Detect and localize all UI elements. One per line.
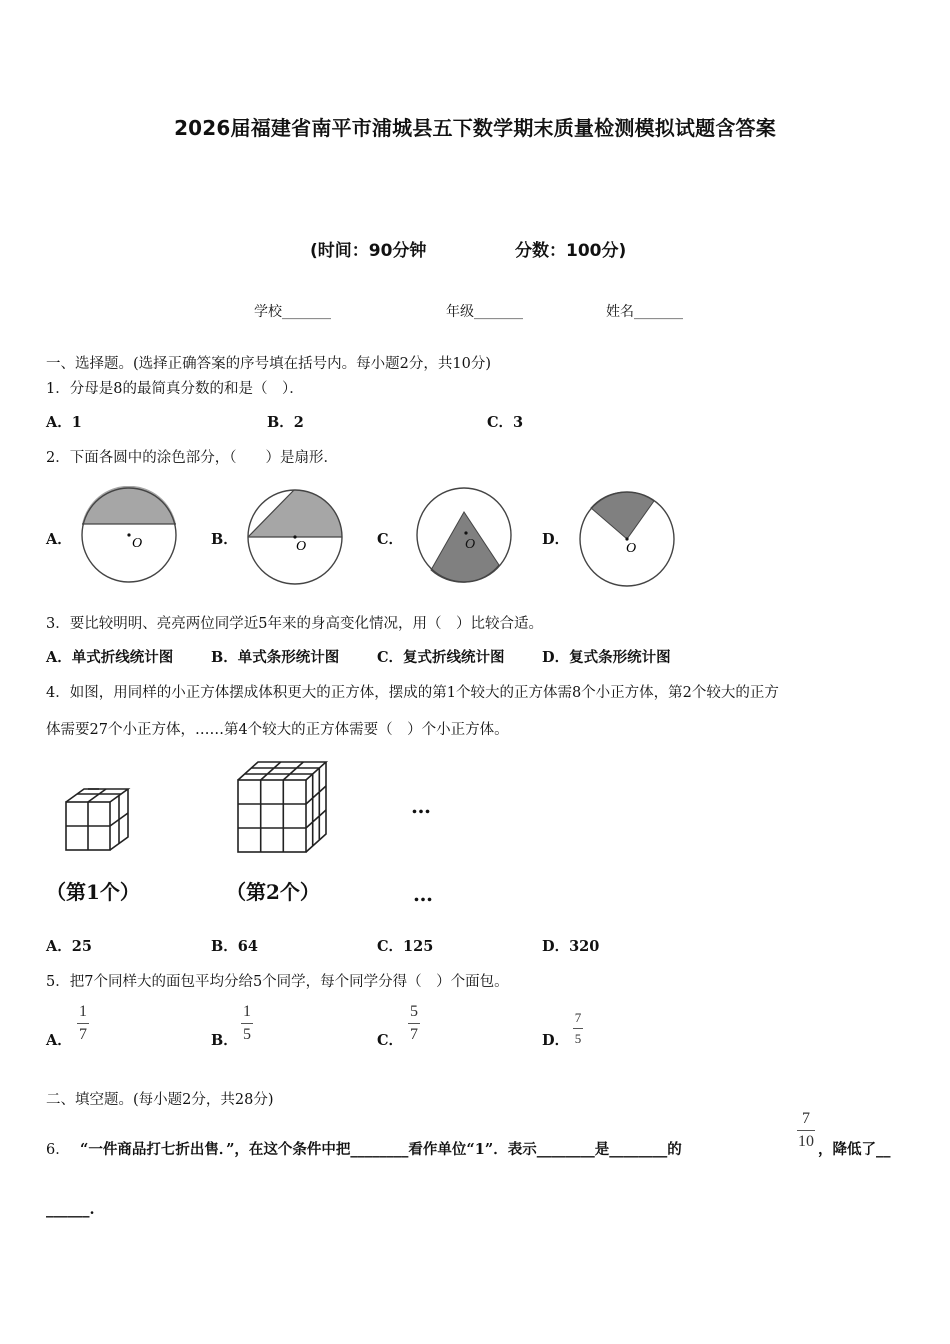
question-3-stem: 3．要比较明明、亮亮两位同学近5年来的身高变化情况，用（ ）比较合适。 <box>46 616 543 632</box>
question-1-stem: 1．分母是8的最简真分数的和是（ ）． <box>46 381 304 397</box>
grade-field: 年级_______ <box>446 304 523 320</box>
question-5-stem: 5．把7个同样大的面包平均分给5个同学，每个同学分得（ ）个面包。 <box>46 974 509 990</box>
cube-caption-1: （第1个） <box>46 880 140 904</box>
q1-option-a: A．1 <box>46 414 82 431</box>
numerator: 7 <box>802 1110 810 1127</box>
cube-figure-1 <box>62 786 132 854</box>
q1-option-c: C．3 <box>487 414 524 431</box>
exam-time: (时间：90分钟 <box>310 241 427 261</box>
q2-option-c-label: C． <box>377 531 404 548</box>
q2-circle-a <box>80 486 178 584</box>
denominator: 7 <box>79 1026 87 1043</box>
q5-fraction-d <box>573 1010 583 1047</box>
q6-fraction <box>797 1110 815 1151</box>
question-2-stem: 2．下面各圆中的涂色部分，（ ）是扇形． <box>46 450 338 466</box>
q5-fraction-b <box>241 1003 253 1044</box>
q5-option-c-label: C． <box>377 1032 404 1049</box>
question-4-stem-line2: 体需要27个小正方体，……第4个较大的正方体需要（ ）个小正方体。 <box>46 722 509 738</box>
q2-option-d-label: D． <box>542 531 570 548</box>
q4-option-d: D．320 <box>542 938 600 955</box>
section-1-heading: 一、选择题。(选择正确答案的序号填在括号内。每小题2分，共10分) <box>46 356 491 372</box>
ellipsis-lower: … <box>413 882 433 906</box>
q2-option-a-label: A． <box>46 531 72 548</box>
shaded-region <box>82 486 176 524</box>
q3-option-b: B．单式条形统计图 <box>211 649 340 666</box>
numerator: 5 <box>410 1003 418 1020</box>
q3-option-d: D．复式条形统计图 <box>542 649 671 666</box>
center-label: O <box>132 536 143 551</box>
cube-caption-2: （第2个） <box>226 880 320 904</box>
denominator: 10 <box>798 1133 814 1150</box>
q6-number: 6． <box>46 1142 70 1158</box>
denominator: 5 <box>574 1031 582 1046</box>
school-field: 学校_______ <box>254 304 331 320</box>
q5-fraction-a <box>77 1003 89 1044</box>
q2-option-b-label: B． <box>211 531 238 548</box>
q4-option-b: B．64 <box>211 938 258 955</box>
denominator: 5 <box>243 1026 251 1043</box>
numerator: 1 <box>79 1003 87 1020</box>
shaded-region <box>591 492 654 539</box>
q2-circle-d <box>578 490 676 588</box>
numerator: 7 <box>574 1010 582 1025</box>
q5-option-d-label: D． <box>542 1032 570 1049</box>
q5-option-b-label: B． <box>211 1032 238 1049</box>
numerator: 1 <box>243 1003 251 1020</box>
q3-option-c: C．复式折线统计图 <box>377 649 505 666</box>
q5-fraction-c <box>408 1003 420 1044</box>
page-title: 2026届福建省南平市浦城县五下数学期末质量检测模拟试题含答案 <box>174 116 776 140</box>
q5-option-a-label: A． <box>46 1032 72 1049</box>
q3-option-a: A．单式折线统计图 <box>46 649 174 666</box>
q2-circle-c <box>415 486 513 584</box>
q4-option-c: C．125 <box>377 938 434 955</box>
shaded-region <box>248 490 342 537</box>
section-2-heading: 二、填空题。(每小题2分，共28分) <box>46 1092 274 1108</box>
question-6-text: “一件商品打七折出售．”，在这个条件中把________看作单位“1”．表示________是________的 <box>80 1141 682 1158</box>
name-field: 姓名_______ <box>606 304 683 320</box>
question-6-blank-continued: ______. <box>46 1201 95 1218</box>
denominator: 7 <box>410 1026 418 1043</box>
q1-option-b: B．2 <box>267 414 304 431</box>
cube-figure-2 <box>232 756 332 856</box>
center-label: O <box>296 539 307 554</box>
question-6-text-end: ，降低了__ <box>818 1141 891 1158</box>
question-4-stem-line1: 4．如图，用同样的小正方体摆成体积更大的正方体，摆成的第1个较大的正方体需8个小正方体，第2个较大的正方 <box>46 685 779 701</box>
q2-circle-b <box>246 488 344 586</box>
exam-score: 分数：100分) <box>515 241 627 261</box>
center-label: O <box>465 537 476 552</box>
ellipsis-upper: … <box>411 794 431 818</box>
q4-option-a: A．25 <box>46 938 92 955</box>
center-label: O <box>626 541 637 556</box>
